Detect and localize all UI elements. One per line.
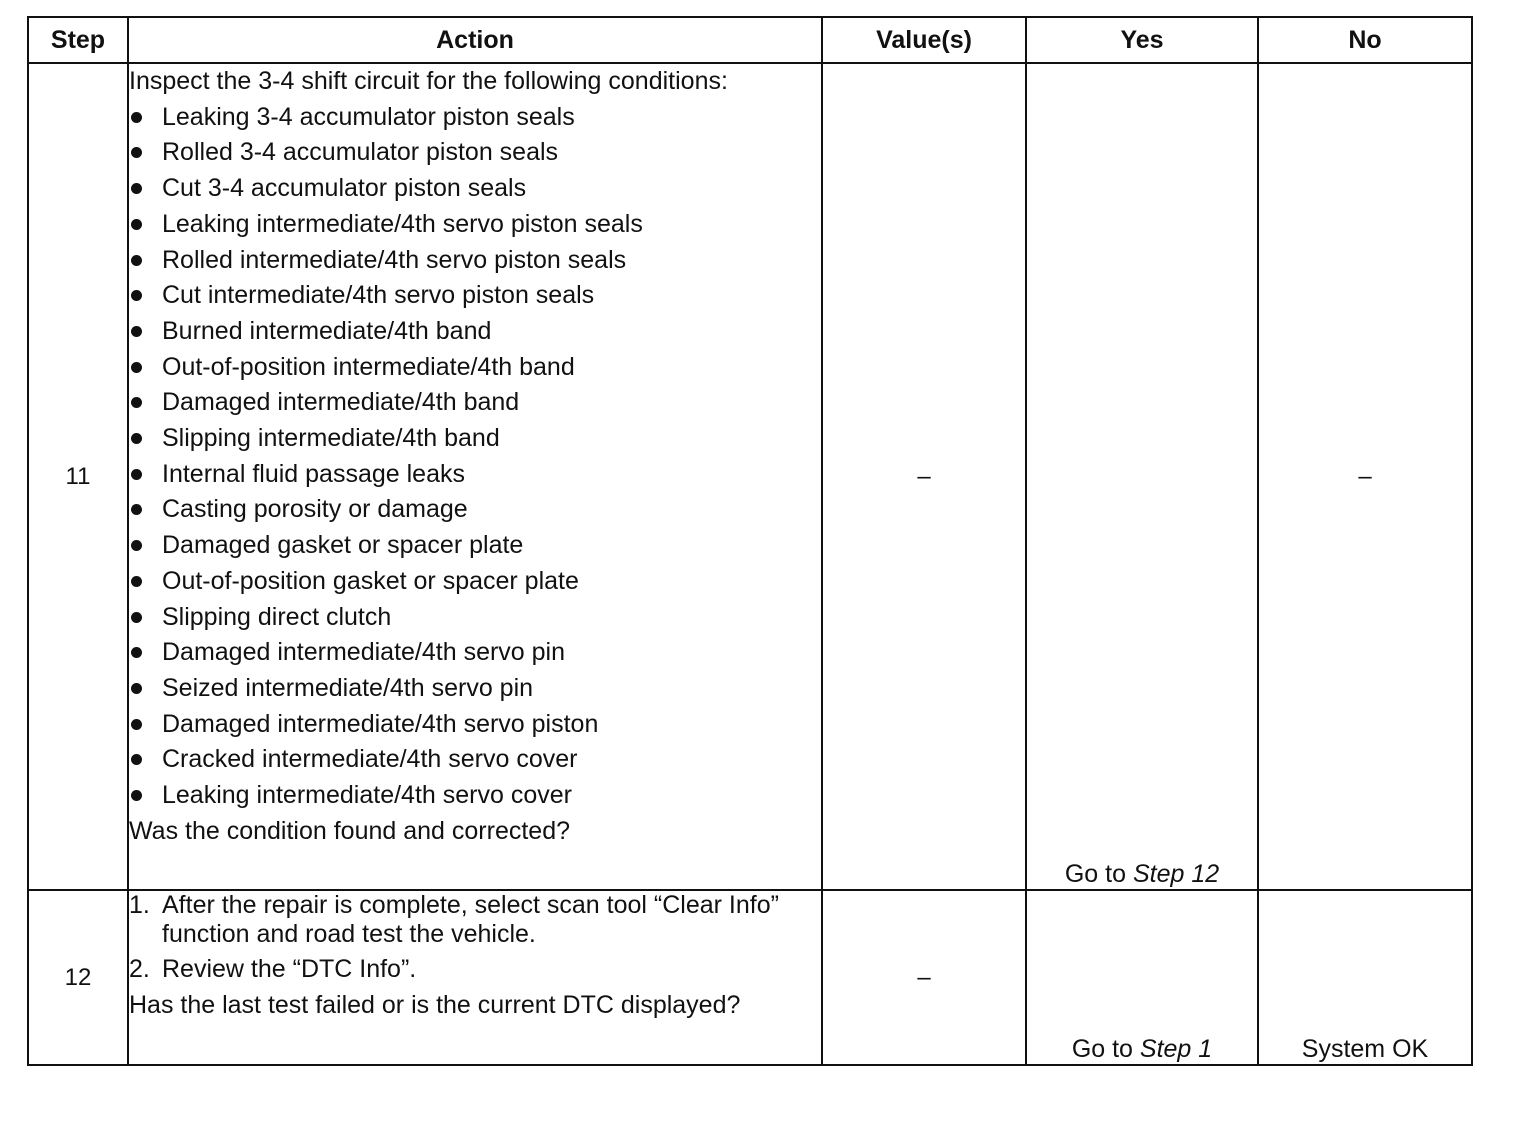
condition-item <box>129 135 821 171</box>
condition-item <box>129 385 821 421</box>
header-action: Action <box>128 17 822 63</box>
condition-text: Rolled 3-4 accumulator piston seals <box>162 138 559 167</box>
bullet-icon <box>131 612 142 623</box>
condition-text: Damaged intermediate/4th band <box>162 388 520 417</box>
action-question: Was the condition found and corrected? <box>129 816 571 845</box>
yes-step-link: Step 12 <box>1132 860 1220 888</box>
bullet-icon <box>131 362 142 373</box>
values-cell: – <box>822 890 1026 1065</box>
condition-item <box>129 243 821 279</box>
no-cell: – <box>1258 63 1472 890</box>
condition-item <box>129 742 821 778</box>
condition-item <box>129 457 821 493</box>
condition-item <box>129 350 821 386</box>
procedure-number: 2. <box>129 955 150 983</box>
condition-text: Cut 3-4 accumulator piston seals <box>162 174 527 203</box>
yes-prefix: Go to <box>1071 1035 1140 1063</box>
yes-cell <box>1026 63 1258 890</box>
bullet-icon <box>131 719 142 730</box>
condition-text: Internal fluid passage leaks <box>162 459 465 488</box>
bullet-icon <box>131 540 142 551</box>
bullet-icon <box>131 469 142 480</box>
condition-text: Casting porosity or damage <box>162 495 468 524</box>
no-cell: System OK <box>1258 890 1472 1065</box>
condition-text: Slipping intermediate/4th band <box>162 424 500 453</box>
bullet-icon <box>131 219 142 230</box>
condition-text: Cracked intermediate/4th servo cover <box>162 745 578 774</box>
procedure-list <box>129 891 821 984</box>
bullet-icon <box>131 290 142 301</box>
yes-step-link: Step 1 <box>1139 1035 1213 1063</box>
bullet-icon <box>131 397 142 408</box>
procedure-text: After the repair is complete, select scan tool “Clear Info” function and road test the vehicle. <box>162 891 779 948</box>
table-row-step-12 <box>28 890 1472 1065</box>
condition-item <box>129 207 821 243</box>
bullet-icon <box>131 183 142 194</box>
condition-text: Damaged intermediate/4th servo piston <box>162 709 599 738</box>
condition-text: Out-of-position gasket or spacer plate <box>162 566 579 595</box>
step-number: 12 <box>28 890 128 1065</box>
condition-item <box>129 278 821 314</box>
header-yes: Yes <box>1026 17 1258 63</box>
diagnostic-table <box>27 16 1473 1066</box>
condition-text: Burned intermediate/4th band <box>162 316 492 345</box>
header-row <box>28 17 1472 63</box>
condition-item <box>129 778 821 814</box>
condition-item <box>129 100 821 136</box>
procedure-number: 1. <box>129 891 150 919</box>
condition-text: Out-of-position intermediate/4th band <box>162 352 575 381</box>
procedure-text: Review the “DTC Info”. <box>162 955 417 983</box>
bullet-icon <box>131 683 142 694</box>
condition-item <box>129 171 821 207</box>
condition-text: Leaking intermediate/4th servo piston seals <box>162 209 643 238</box>
header-values: Value(s) <box>822 17 1026 63</box>
action-question: Has the last test failed or is the current DTC displayed? <box>129 991 741 1019</box>
condition-text: Seized intermediate/4th servo pin <box>162 673 534 702</box>
table-row-step-11 <box>28 63 1472 890</box>
condition-text: Rolled intermediate/4th servo piston seals <box>162 245 627 274</box>
header-no: No <box>1258 17 1472 63</box>
bullet-icon <box>131 790 142 801</box>
bullet-icon <box>131 754 142 765</box>
condition-item <box>129 564 821 600</box>
header-step: Step <box>28 17 128 63</box>
condition-item <box>129 635 821 671</box>
yes-cell <box>1026 890 1258 1065</box>
bullet-icon <box>131 112 142 123</box>
condition-item <box>129 600 821 636</box>
action-intro: Inspect the 3-4 shift circuit for the following conditions: <box>129 67 728 95</box>
condition-item <box>129 421 821 457</box>
condition-item <box>129 314 821 350</box>
condition-text: Damaged intermediate/4th servo pin <box>162 638 566 667</box>
bullet-icon <box>131 504 142 515</box>
values-cell: – <box>822 63 1026 890</box>
condition-text: Slipping direct clutch <box>162 602 392 631</box>
procedure-item <box>129 955 821 984</box>
condition-text: Cut intermediate/4th servo piston seals <box>162 281 595 310</box>
procedure-item <box>129 891 821 949</box>
step-number: 11 <box>28 63 128 890</box>
bullet-icon <box>131 647 142 658</box>
bullet-icon <box>131 433 142 444</box>
bullet-icon <box>131 576 142 587</box>
bullet-icon <box>131 326 142 337</box>
condition-item <box>129 671 821 707</box>
yes-prefix: Go to <box>1064 860 1133 888</box>
action-cell <box>128 890 822 1065</box>
bullet-icon <box>131 255 142 266</box>
condition-item <box>129 528 821 564</box>
condition-item <box>129 707 821 743</box>
condition-list <box>129 100 821 814</box>
condition-text: Leaking 3-4 accumulator piston seals <box>162 102 575 131</box>
bullet-icon <box>131 147 142 158</box>
condition-item <box>129 492 821 528</box>
condition-text: Damaged gasket or spacer plate <box>162 531 524 560</box>
condition-text: Leaking intermediate/4th servo cover <box>162 781 572 810</box>
action-cell <box>128 63 822 890</box>
